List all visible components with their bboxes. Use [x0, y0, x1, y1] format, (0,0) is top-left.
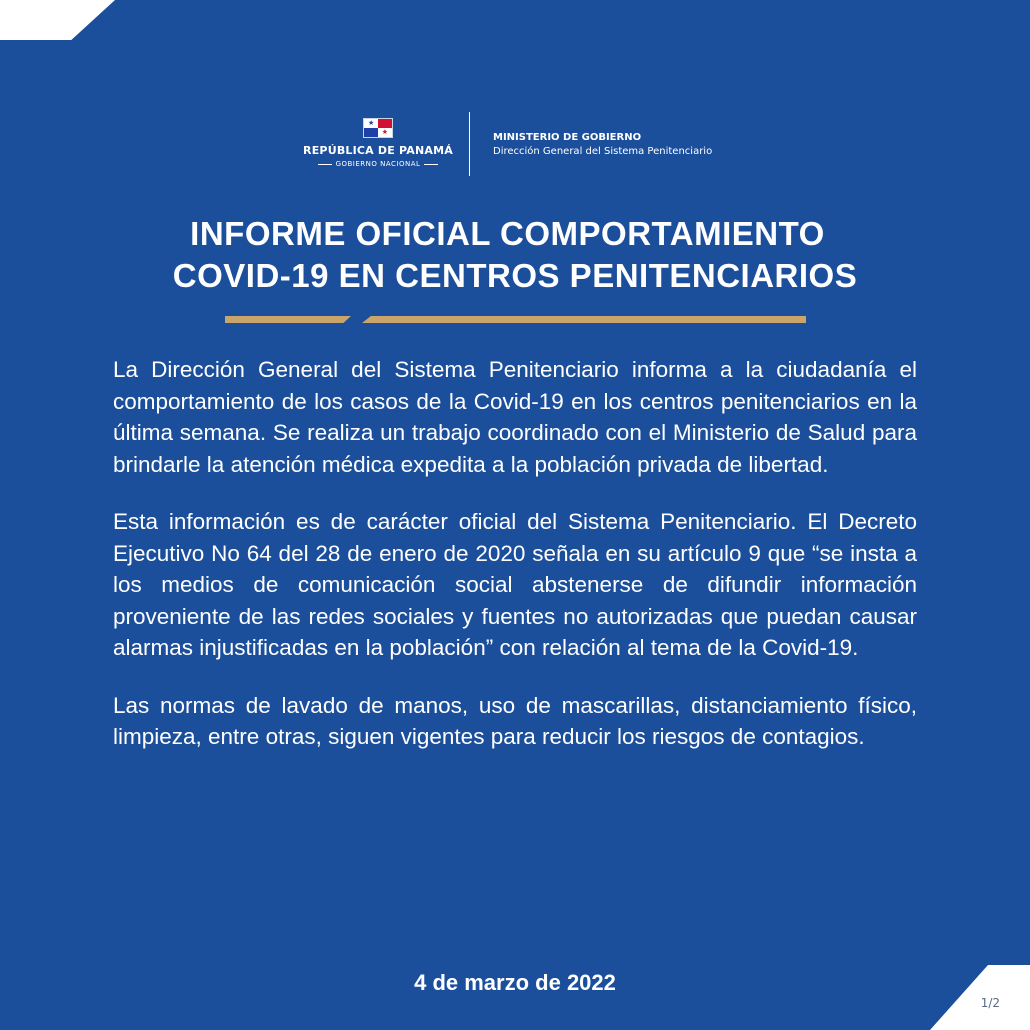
paragraph: Las normas de lavado de manos, uso de mascarillas, distanciamiento físico, limpieza, entre otras, siguen vigentes para reducir los riesgos de contagios. — [113, 692, 917, 749]
panama-flag-icon: ★ ★ — [363, 118, 393, 138]
title-line-2: COVID-19 EN CENTROS PENITENCIARIOS — [172, 257, 858, 294]
header-divider — [469, 112, 470, 176]
gov-subtitle: GOBIERNO NACIONAL — [298, 160, 458, 168]
gov-title: REPÚBLICA DE PANAMÁ — [303, 144, 453, 157]
corner-decoration-top-left — [0, 0, 115, 40]
header — [0, 112, 1030, 178]
gold-accent-bar-left — [225, 316, 351, 323]
report-date: 4 de marzo de 2022 — [414, 970, 616, 995]
ministry-title: MINISTERIO DE GOBIERNO — [493, 132, 642, 143]
paragraph: La Dirección General del Sistema Penitenciario informa a la ciudadanía el comportamiento de los casos de la Covid-19 en los centros penitenciarios en la última semana. Se realiza un trabajo coordinado con el Ministerio de Salud para brindarle la atención médica expedita a la población privada de libertad. — [113, 357, 917, 477]
gold-accent-bar-right — [362, 316, 806, 323]
page-title — [0, 213, 1030, 297]
title-line-1: INFORME OFICIAL COMPORTAMIENTO — [190, 215, 825, 252]
paragraph: Esta información es de carácter oficial del Sistema Penitenciario. El Decreto Ejecutivo No 64 del 28 de enero de 2020 señala en su artículo 9 que “se insta a los medios de comunicación social abstenerse de difundir información proveniente de las redes sociales y fuentes no autorizadas que puedan causar alarmas injustificadas en la población” con relación al tema de la Covid-19. — [113, 509, 917, 660]
ministry-subtitle: Dirección General del Sistema Penitenciario — [493, 146, 713, 157]
page-indicator: 1/2 — [980, 996, 1000, 1010]
government-logo — [298, 118, 458, 168]
body-text — [113, 354, 917, 779]
ministry-block — [493, 132, 712, 157]
